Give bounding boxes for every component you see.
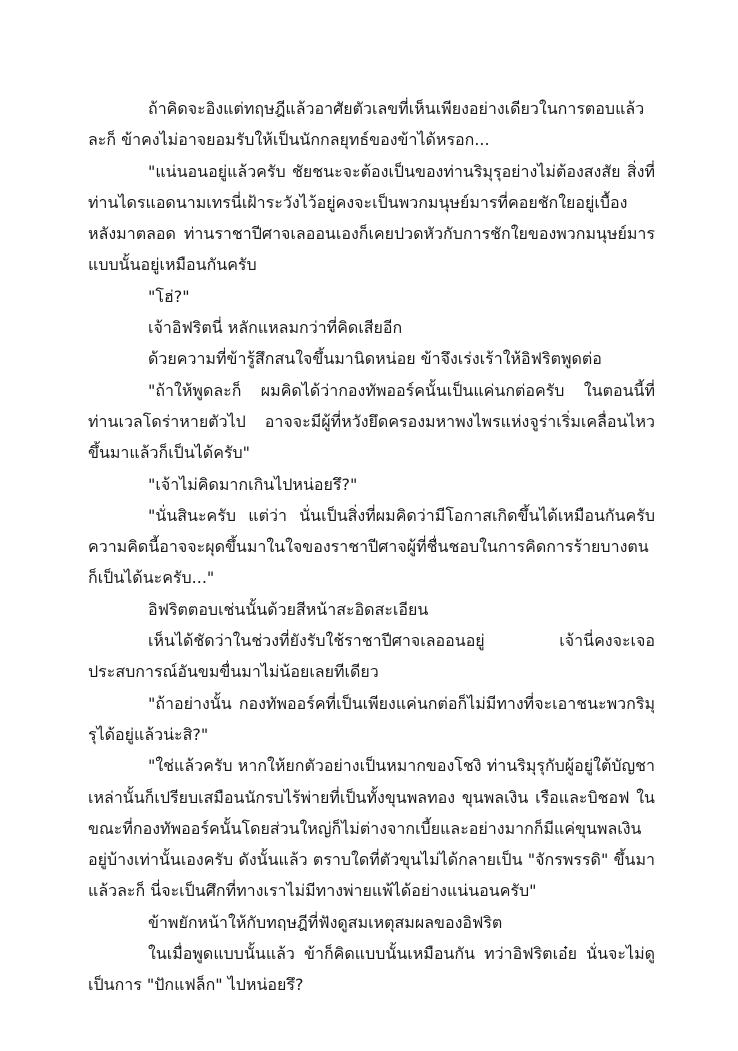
paragraph-1: ถ้าคิดจะอิงแต่ทฤษฎีแล้วอาศัยตัวเลขที่เห็นเพียงอย่างเดียวในการตอบแล้วละก็ ข้าคงไม่อาจยอมรับให้เป็นนักกลยุทธ์ของข้าได้หรอก...: [88, 99, 645, 150]
paragraph-6: "ถ้าให้พูดละก็ ผมคิดได้ว่ากองทัพออร์คนั้นเป็นแค่นกต่อครับ ในตอนนี้ที่ท่านเวลโดร่าหายตัวไป อาจจะมีผู้ที่หวังยึดครองมหาพงไพรแห่งจูร่าเริ่มเคลื่อนไหวขึ้นมาแล้วก็เป็นได้ครับ": [88, 380, 655, 463]
paragraph-11: "ถ้าอย่างนั้น กองทัพออร์คที่เป็นเพียงแค่นกต่อก็ไม่มีทางที่จะเอาชนะพวกริมุรุได้อยู่แล้วน่ะสิ?": [88, 693, 655, 744]
paragraph-8: "นั่นสินะครับ แต่ว่า นั่นเป็นสิ่งที่ผมคิดว่ามีโอกาสเกิดขึ้นได้เหมือนกันครับ ความคิดนี้อาจจะผุดขึ้นมาในใจของราชาปีศาจผู้ที่ชื่นชอบในการคิดการร้ายบางตนก็เป็นได้นะครับ...": [88, 505, 655, 588]
paragraph-5: ด้วยความที่ข้ารู้สึกสนใจขึ้นมานิดหน่อย ข้าจึงเร่งเร้าให้อิฟริตพูดต่อ: [148, 349, 602, 369]
paragraph-14: ในเมื่อพูดแบบนั้นแล้ว ข้าก็คิดแบบนั้นเหมือนกัน ทว่าอิฟริตเอ๋ย นั่นจะไม่ดูเป็นการ "ปักแฟล็ก" ไปหน่อยรึ?: [88, 944, 655, 995]
document-body: [88, 93, 655, 1001]
paragraph-4: เจ้าอิฟริตนี่ หลักแหลมกว่าที่คิดเสียอีก: [148, 318, 403, 338]
paragraph-2: "แน่นอนอยู่แล้วครับ ชัยชนะจะต้องเป็นของท่านริมุรุอย่างไม่ต้องสงสัย สิ่งที่ท่านไดรแอดนามเทรนี่เฝ้าระวังไว้อยู่คงจะเป็นพวกมนุษย์มารที่คอยชักใยอยู่เบื้องหลังมาตลอด ท่านราชาปีศาจเลออนเองก็เคยปวดหัวกับการชักใยของพวกมนุษย์มารแบบนั้นอยู่เหมือนกันครับ: [88, 161, 655, 275]
paragraph-12: "ใช่แล้วครับ หากให้ยกตัวอย่างเป็นหมากของโชงิ ท่านริมุรุกับผู้อยู่ใต้บัญชาเหล่านั้นก็เปรียบเสมือนนักรบไร้พ่ายที่เป็นทั้งขุนพลทอง ขุนพลเงิน เรือและบิชอฟ ในขณะที่กองทัพออร์คนั้นโดยส่วนใหญ่ก็ไม่ต่างจากเบี้ยและอย่างมากก็มีแค่ขุนพลเงินอยู่บ้างเท่านั้นเองครับ ดังนั้นแล้ว ตราบใดที่ตัวขุนไม่ได้กลายเป็น "จักรพรรดิ" ขึ้นมาแล้วละก็ นี่จะเป็นศึกที่ทางเราไม่มีทางพ่ายแพ้ได้อย่างแน่นอนครับ": [88, 756, 655, 901]
paragraph-7: "เจ้าไม่คิดมากเกินไปหน่อยรึ?": [148, 474, 358, 494]
paragraph-10: เห็นได้ชัดว่าในช่วงที่ยังรับใช้ราชาปีศาจเลออนอยู่ เจ้านี่คงจะเจอประสบการณ์อันขมขื่นมาไม่น้อยเลยทีเดียว: [88, 631, 655, 682]
paragraph-3: "โฮ่?": [148, 286, 190, 306]
paragraph-9: อิฟริตตอบเช่นนั้นด้วยสีหน้าสะอิดสะเอียน: [148, 599, 429, 619]
paragraph-13: ข้าพยักหน้าให้กับทฤษฎีที่ฟังดูสมเหตุสมผลของอิฟริต: [148, 912, 503, 932]
